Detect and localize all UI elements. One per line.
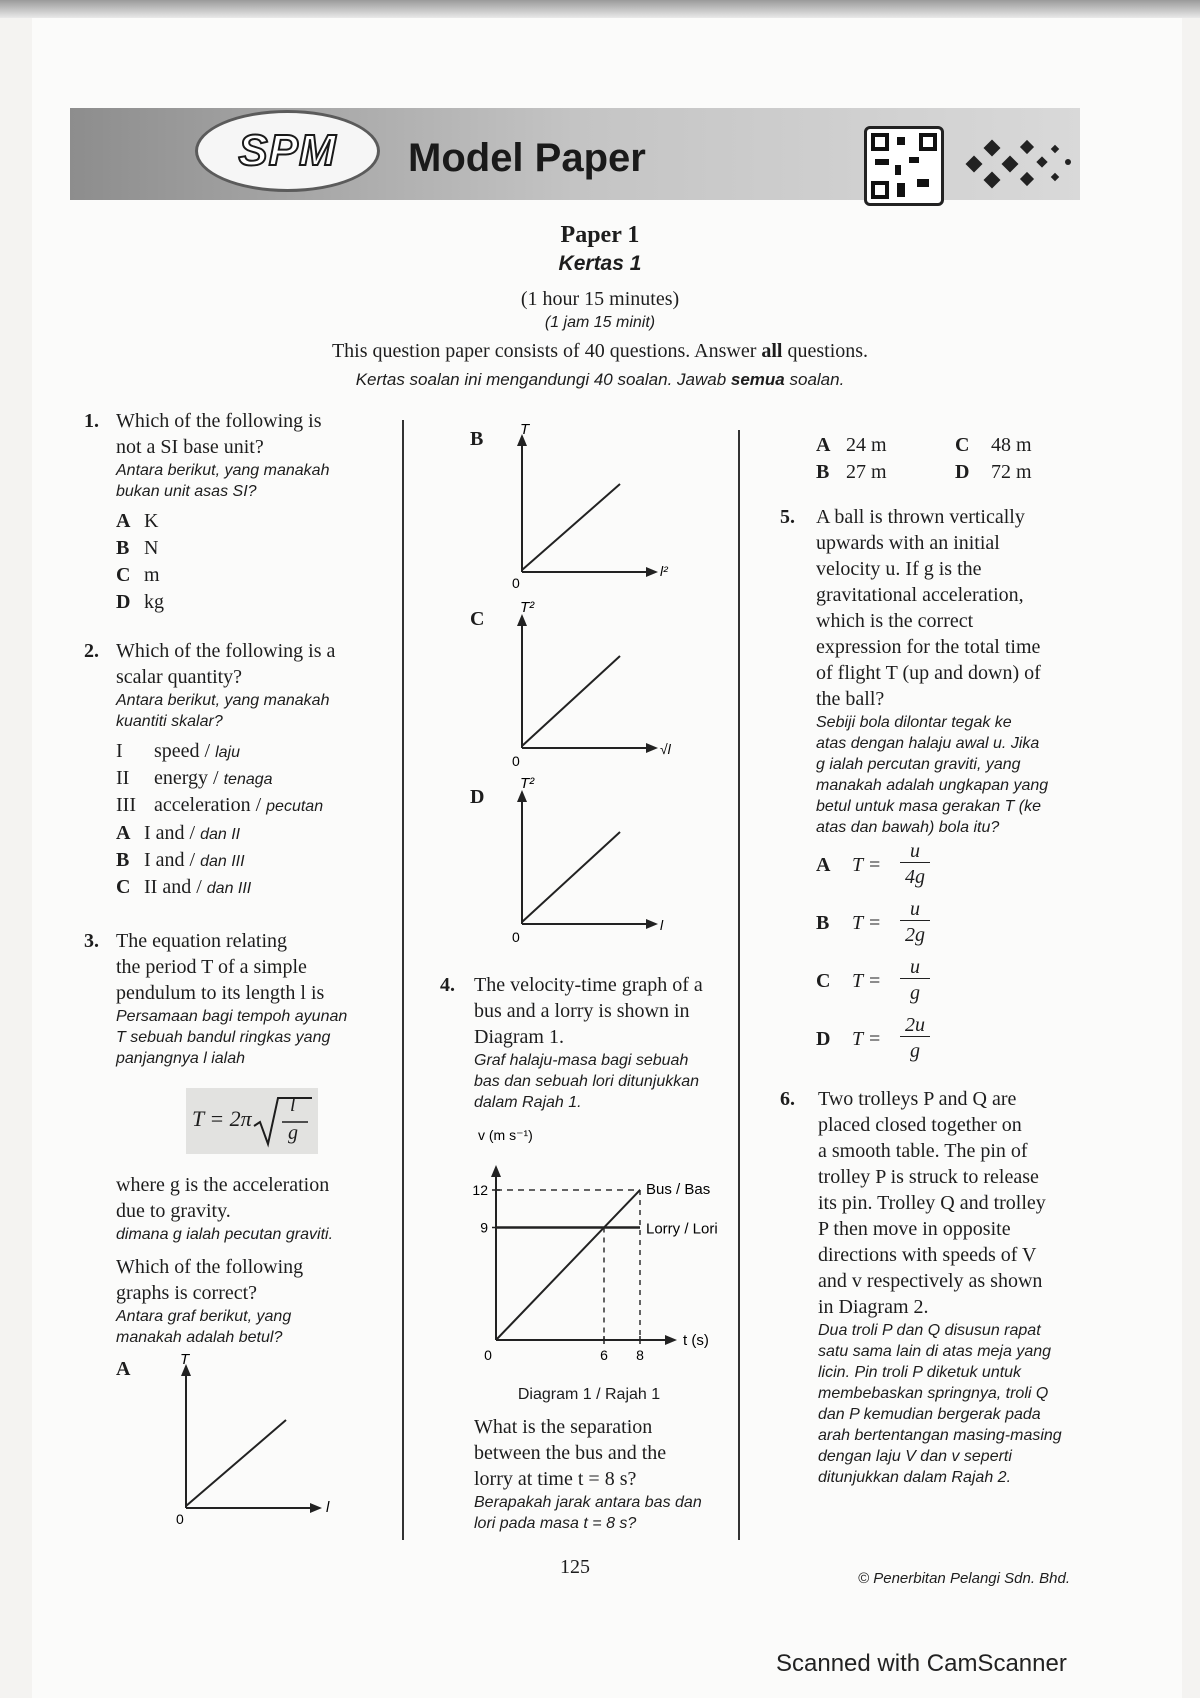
q2-items: I speed / laju II energy / tenaga III acceleration / pecutan <box>116 740 324 816</box>
svg-text:√l: √l <box>660 741 671 757</box>
graph-b <box>508 422 688 592</box>
q4-option-c[interactable]: C 48 m <box>955 434 1032 456</box>
q2-number: 2. <box>84 640 99 662</box>
q4-number: 4. <box>440 974 455 996</box>
diagram-1-caption: Diagram 1 / Rajah 1 <box>517 1386 661 1403</box>
qr-code-icon <box>864 126 944 206</box>
q1-option-c[interactable]: C m <box>116 564 160 586</box>
svg-text:0: 0 <box>176 1511 184 1525</box>
duration: (1 hour 15 minutes) <box>520 288 680 310</box>
svg-text:T: T <box>180 1351 190 1368</box>
x-tick-label: 6 <box>600 1347 608 1363</box>
q2-options <box>116 820 401 901</box>
q5-option-a[interactable]: A T = u 4g <box>816 852 976 878</box>
svg-text:l: l <box>326 1499 330 1516</box>
page-number: 125 <box>560 1556 590 1578</box>
q1-options <box>116 508 266 616</box>
y-tick-label: 12 <box>472 1182 488 1198</box>
graph-a-label: A <box>116 1358 131 1380</box>
diagram-1-chart <box>464 1122 740 1372</box>
formula-box: T = 2π l g <box>186 1088 318 1154</box>
column-divider <box>402 420 404 1540</box>
diamond-pattern-icon <box>958 128 1078 198</box>
q6-stem: Two trolleys P and Q are placed closed together on a smooth table. The pin of trolley P is struck to release its pin. Trolley Q and trolley P then move in opposite directions with speeds of V and v respectively as shown in Diagram 2. Dua troli P dan Q disusun rapat satu sama lain di atas meja yang licin. Pin troli P diketuk untuk membebaskan springnya, troli Q dan P kemudian bergerak pada arah bertentangan masing-masing dengan laju V dan v seperti ditunjukkan dalam Rajah 2. <box>818 1088 1062 1486</box>
q3-which: Which of the following graphs is correct? Antara graf berikut, yang manakah adalah betul? <box>116 1256 304 1346</box>
q3-stem: The equation relating the period T of a simple pendulum to its length l is Persamaan bagi tempoh ayunan T sebuah bandul ringkas yang panjangnya l ialah <box>116 930 348 1067</box>
x-tick-label: 0 <box>484 1347 492 1363</box>
y-axis-arrow <box>491 1165 501 1177</box>
page-title: Model Paper <box>408 136 646 180</box>
q5-option-b[interactable]: B T = u 2g <box>816 910 976 936</box>
q4-option-a[interactable]: A 24 m <box>816 434 887 456</box>
q1-number: 1. <box>84 410 99 432</box>
sqrt-sign-icon <box>252 1094 314 1150</box>
q4-stem: The velocity-time graph of a bus and a lorry is shown in Diagram 1. Graf halaju-masa bagi sebuah bas dan sebuah lori ditunjukkan dalam Rajah 1. <box>474 974 703 1111</box>
q4-option-d[interactable]: D 72 m <box>955 461 1032 483</box>
publisher: © Penerbitan Pelangi Sdn. Bhd. <box>858 1570 1071 1587</box>
graph-d <box>508 774 688 946</box>
instruction-my: Kertas soalan ini mengandungi 40 soalan. Jawab semua soalan. <box>355 370 845 389</box>
paper-title-my: Kertas 1 <box>558 252 642 275</box>
q5-stem: A ball is thrown vertically upwards with an initial velocity u. If g is the gravitational acceleration, which is the correct expression for the total time of flight T (up and down) of the ball? Sebiji bola dilontar tegak ke atas dengan halaju awal u. Jika g ialah percutan graviti, yang manakah adalah ungkapan yang betul untuk masa gerakan T (ke atas dan bawah) bola itu? <box>816 506 1049 836</box>
graph-b-label: B <box>470 428 484 450</box>
column-divider <box>738 430 740 1540</box>
instruction-en: This question paper consists of 40 questions. Answer all questions. <box>331 340 869 362</box>
x-axis-label: t (s) <box>683 1332 709 1349</box>
q3-where: where g is the acceleration due to gravity. dimana g ialah pecutan graviti. <box>116 1174 334 1243</box>
q1-option-d[interactable]: D kg <box>116 591 164 613</box>
graph-a <box>168 1350 338 1525</box>
series-lorry-label: Lorry / Lori <box>646 1220 718 1238</box>
svg-text:0: 0 <box>512 929 520 945</box>
svg-text:T²: T² <box>520 775 535 792</box>
q5-option-d[interactable]: D T = 2u g <box>816 1026 976 1052</box>
q5-number: 5. <box>780 506 795 528</box>
graph-c <box>508 598 688 770</box>
svg-text:l: l <box>660 917 664 933</box>
q1-option-b[interactable]: B N <box>116 537 159 559</box>
graph-c-label: C <box>470 608 485 630</box>
y-axis-label: v (m s⁻¹) <box>478 1127 533 1143</box>
svg-text:T: T <box>520 422 530 438</box>
series-bus-label: Bus / Bas <box>646 1181 711 1198</box>
q6-number: 6. <box>780 1088 795 1110</box>
svg-text:0: 0 <box>512 753 520 769</box>
svg-text:l²: l² <box>660 563 668 579</box>
q4-question: What is the separation between the bus and the lorry at time t = 8 s? Berapakah jarak antara bas dan lori pada masa t = 8 s? <box>474 1416 702 1532</box>
scan-edge <box>0 0 1200 18</box>
svg-text:T²: T² <box>520 599 535 616</box>
x-tick-label: 8 <box>636 1347 644 1363</box>
svg-text:0: 0 <box>512 575 520 591</box>
x-axis-arrow <box>665 1335 677 1345</box>
paper-title: Paper 1 <box>560 222 640 248</box>
q4-options <box>816 432 1056 486</box>
q1-option-a[interactable]: A K <box>116 510 159 532</box>
q2-option-a[interactable]: A I and / dan II <box>116 822 241 844</box>
series-bus-line <box>496 1190 640 1340</box>
q2-stem: Which of the following is a scalar quantity? Antara berikut, yang manakah kuantiti skalar? <box>116 640 336 730</box>
q4-option-b[interactable]: B 27 m <box>816 461 887 483</box>
duration-my: (1 jam 15 minit) <box>544 314 656 331</box>
spm-logo: SPM <box>195 110 380 192</box>
graph-d-label: D <box>470 786 485 808</box>
y-tick-label: 9 <box>480 1219 488 1236</box>
q3-number: 3. <box>84 930 99 952</box>
q5-option-c[interactable]: C T = u g <box>816 968 976 994</box>
scanner-watermark: Scanned with CamScanner <box>776 1650 1067 1677</box>
q2-option-c[interactable]: C II and / dan III <box>116 876 252 898</box>
q2-option-b[interactable]: B I and / dan III <box>116 849 245 871</box>
q1-stem: Which of the following is not a SI base unit? Antara berikut, yang manakah bukan unit asas SI? <box>116 410 330 500</box>
